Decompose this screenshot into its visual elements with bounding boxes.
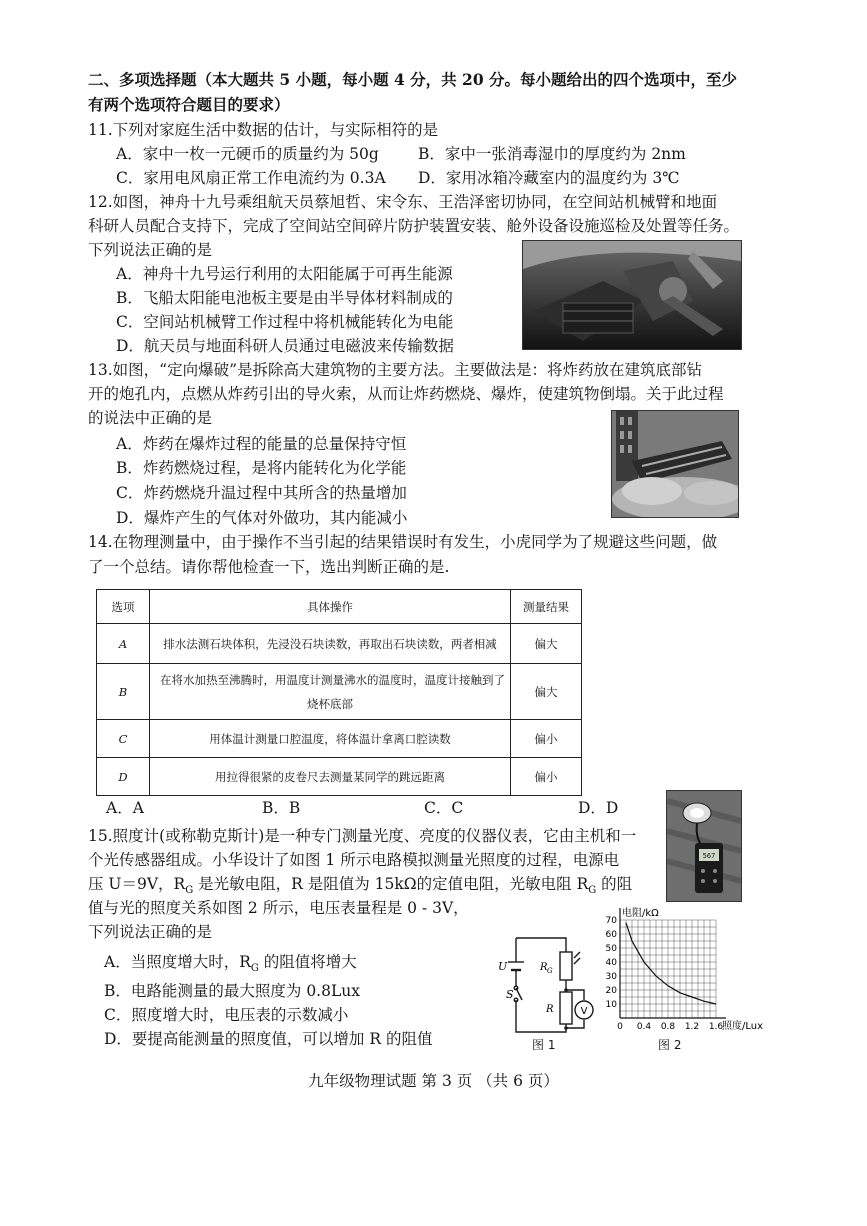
q14-option-b: B．B: [262, 799, 301, 817]
table-cell-result: 偏大: [511, 664, 582, 720]
q15-option-a-sub: G: [250, 963, 259, 975]
table-cell-operation-line2: 烧杯底部: [307, 696, 353, 711]
fig1-caption: 图 1: [532, 1038, 556, 1052]
q15-stem-line3-e: 的阻: [596, 875, 633, 893]
q12-option-c: C．空间站机械臂工作过程中将机械能转化为电能: [116, 313, 454, 331]
q13-option-b: B．炸药燃烧过程，是将内能转化为化学能: [116, 459, 407, 477]
q13-stem-line1: 13.如图，“定向爆破”是拆除高大建筑物的主要方法。主要做法是：将炸药放在建筑底部钻: [88, 361, 703, 379]
table-cell-key: B: [97, 664, 150, 720]
page-footer: 九年级物理试题 第 3 页 （共 6 页）: [308, 1072, 559, 1090]
q15-stem-line2: 个光传感器组成。小华设计了如图 1 所示电路模拟测量光照度的过程，电源电: [88, 851, 620, 869]
circuit-label-rg: R: [540, 962, 548, 973]
x-axis-label: 照度/Lux: [722, 1021, 764, 1032]
q15-stem-line3-sub1: G: [185, 885, 194, 897]
table-cell-result: 偏大: [511, 624, 582, 664]
table-cell-operation: 用体温计测量口腔温度，将体温计拿离口腔读数: [150, 720, 511, 758]
q13-option-d: D．爆炸产生的气体对外做功，其内能减小: [116, 509, 408, 527]
table-cell-operation: 用拉得很紧的皮卷尺去测量某同学的跳远距离: [150, 758, 511, 796]
q12-stem-line1: 12.如图，神舟十九号乘组航天员蔡旭哲、宋令东、王浩泽密切协同，在空间站机械臂和地面: [88, 193, 718, 211]
q11-option-b: B．家中一张消毒湿巾的厚度约为 2nm: [418, 145, 686, 163]
table-row: [97, 624, 582, 664]
y-tick-label: 20: [605, 986, 617, 996]
q11-option-c: C．家用电风扇正常工作电流约为 0.3A: [116, 169, 386, 187]
table-cell-result: 偏小: [511, 758, 582, 796]
table-row: [97, 664, 582, 720]
circuit-label-rg-sub: G: [547, 967, 553, 975]
q13-option-a: A．炸药在爆炸过程的能量的总量保持守恒: [116, 435, 407, 453]
space-station-photo: [522, 240, 742, 350]
demolition-photo: [611, 410, 739, 518]
resistance-illuminance-chart: [596, 906, 776, 1036]
q12-option-a: A．神舟十九号运行利用的太阳能属于可再生能源: [116, 265, 453, 283]
circuit-label-r: R: [546, 1004, 554, 1015]
q14-stem-line2: 了一个总结。请你帮他检查一下，选出判断正确的是.: [88, 558, 450, 576]
q15-stem-line3-a: 压 U＝9V，R: [88, 875, 186, 893]
circuit-diagram: [490, 928, 600, 1038]
q15-option-a-post: 的阻值将增大: [258, 953, 357, 971]
q14-option-d: D．D: [578, 799, 619, 817]
table-row: [97, 720, 582, 758]
operations-table: [96, 589, 582, 796]
table-header-result: 测量结果: [511, 590, 582, 624]
table-cell-result: 偏小: [511, 720, 582, 758]
q13-option-c: C．炸药燃烧升温过程中其所含的热量增加: [116, 484, 407, 502]
circuit-label-s: S: [506, 988, 514, 1001]
q15-option-a: [104, 950, 357, 981]
circuit-label-u: U: [498, 960, 508, 973]
y-tick-label: 40: [605, 958, 617, 968]
q15-option-d: D．要提高能测量的照度值，可以增加 R 的阻值: [104, 1030, 433, 1048]
x-tick-label: 1.6: [708, 1022, 724, 1032]
q14-option-a: A．A: [106, 799, 144, 817]
series-line: [626, 923, 716, 1004]
y-tick-label: 10: [605, 1000, 617, 1010]
x-tick-label: 0.8: [660, 1022, 676, 1032]
q15-stem-line1: 15.照度计(或称勒克斯计)是一种专门测量光度、亮度的仪器仪表，它由主机和一: [88, 827, 637, 845]
section-title-line2: 有两个选项符合题目的要求）: [88, 95, 290, 114]
table-cell-operation-line1: 在将水加热至沸腾时，用温度计测量沸水的温度时，温度计接触到了: [160, 672, 505, 687]
table-row: [97, 758, 582, 796]
y-tick-label: 50: [605, 944, 617, 954]
table-cell-operation: [150, 664, 511, 720]
q14-stem-line1: 14.在物理测量中，由于操作不当引起的结果错误时有发生，小虎同学为了规避这些问题，做: [88, 533, 718, 551]
table-cell-key: A: [97, 624, 150, 664]
table-cell-key: D: [97, 758, 150, 796]
voltmeter-label: V: [580, 1006, 588, 1017]
x-tick-label: 1.2: [684, 1022, 700, 1032]
q15-stem-line5: 下列说法正确的是: [88, 923, 213, 941]
x-tick-label: 0.4: [636, 1022, 652, 1032]
q15-option-c: C．照度增大时，电压表的示数减小: [104, 1006, 349, 1024]
q13-stem-line2: 开的炮孔内，点燃从炸药引出的导火索，从而让炸药燃烧、爆炸，使建筑物倒塌。关于此过程: [88, 385, 724, 403]
fig2-caption: 图 2: [658, 1038, 682, 1052]
y-tick-label: 30: [605, 972, 617, 982]
light-meter-photo: [666, 790, 742, 902]
q15-stem-line3-c: 是光敏电阻，R 是阻值为 15kΩ的定值电阻，光敏电阻 R: [193, 875, 589, 893]
meter-display: 567: [702, 852, 716, 860]
q13-stem-line3: 的说法中正确的是: [88, 409, 213, 427]
table-header-option: 选项: [97, 590, 150, 624]
q14-option-c: C．C: [424, 799, 464, 817]
q12-option-b: B．飞船太阳能电池板主要是由半导体材料制成的: [116, 289, 453, 307]
y-tick-label: 60: [605, 930, 617, 940]
q15-stem-line4: 值与光的照度关系如图 2 所示，电压表量程是 0 - 3V，: [88, 899, 469, 917]
q12-stem-line3: 下列说法正确的是: [88, 241, 213, 259]
q15-stem-line3-sub2: G: [588, 885, 597, 897]
table-cell-key: C: [97, 720, 150, 758]
q11-stem: 11.下列对家庭生活中数据的估计，与实际相符的是: [88, 121, 439, 139]
x-tick-label: 0: [617, 1022, 623, 1032]
q12-stem-line2: 科研人员配合支持下，完成了空间站空间碎片防护装置安装、舱外设备设施巡检及处置等任务。: [88, 217, 740, 235]
y-tick-label: 70: [605, 916, 617, 926]
q11-option-d: D．家用冰箱冷藏室内的温度约为 3℃: [418, 169, 680, 187]
q15-option-b: B．电路能测量的最大照度为 0.8Lux: [104, 982, 360, 1000]
q11-option-a: A．家中一枚一元硬币的质量约为 50g: [116, 145, 379, 163]
y-axis-label: 电阻/kΩ: [622, 908, 659, 919]
table-header-operation: 具体操作: [150, 590, 511, 624]
q12-option-d: D．航天员与地面科研人员通过电磁波来传输数据: [116, 337, 454, 355]
section-title-line1: 二、多项选择题（本大题共 5 小题，每小题 4 分，共 20 分。每小题给出的四个选项中，至少: [88, 70, 738, 89]
q15-option-a-text: A．当照度增大时，R: [104, 953, 251, 971]
table-cell-operation: 排水法测石块体积，先浸没石块读数，再取出石块读数，两者相减: [150, 624, 511, 664]
